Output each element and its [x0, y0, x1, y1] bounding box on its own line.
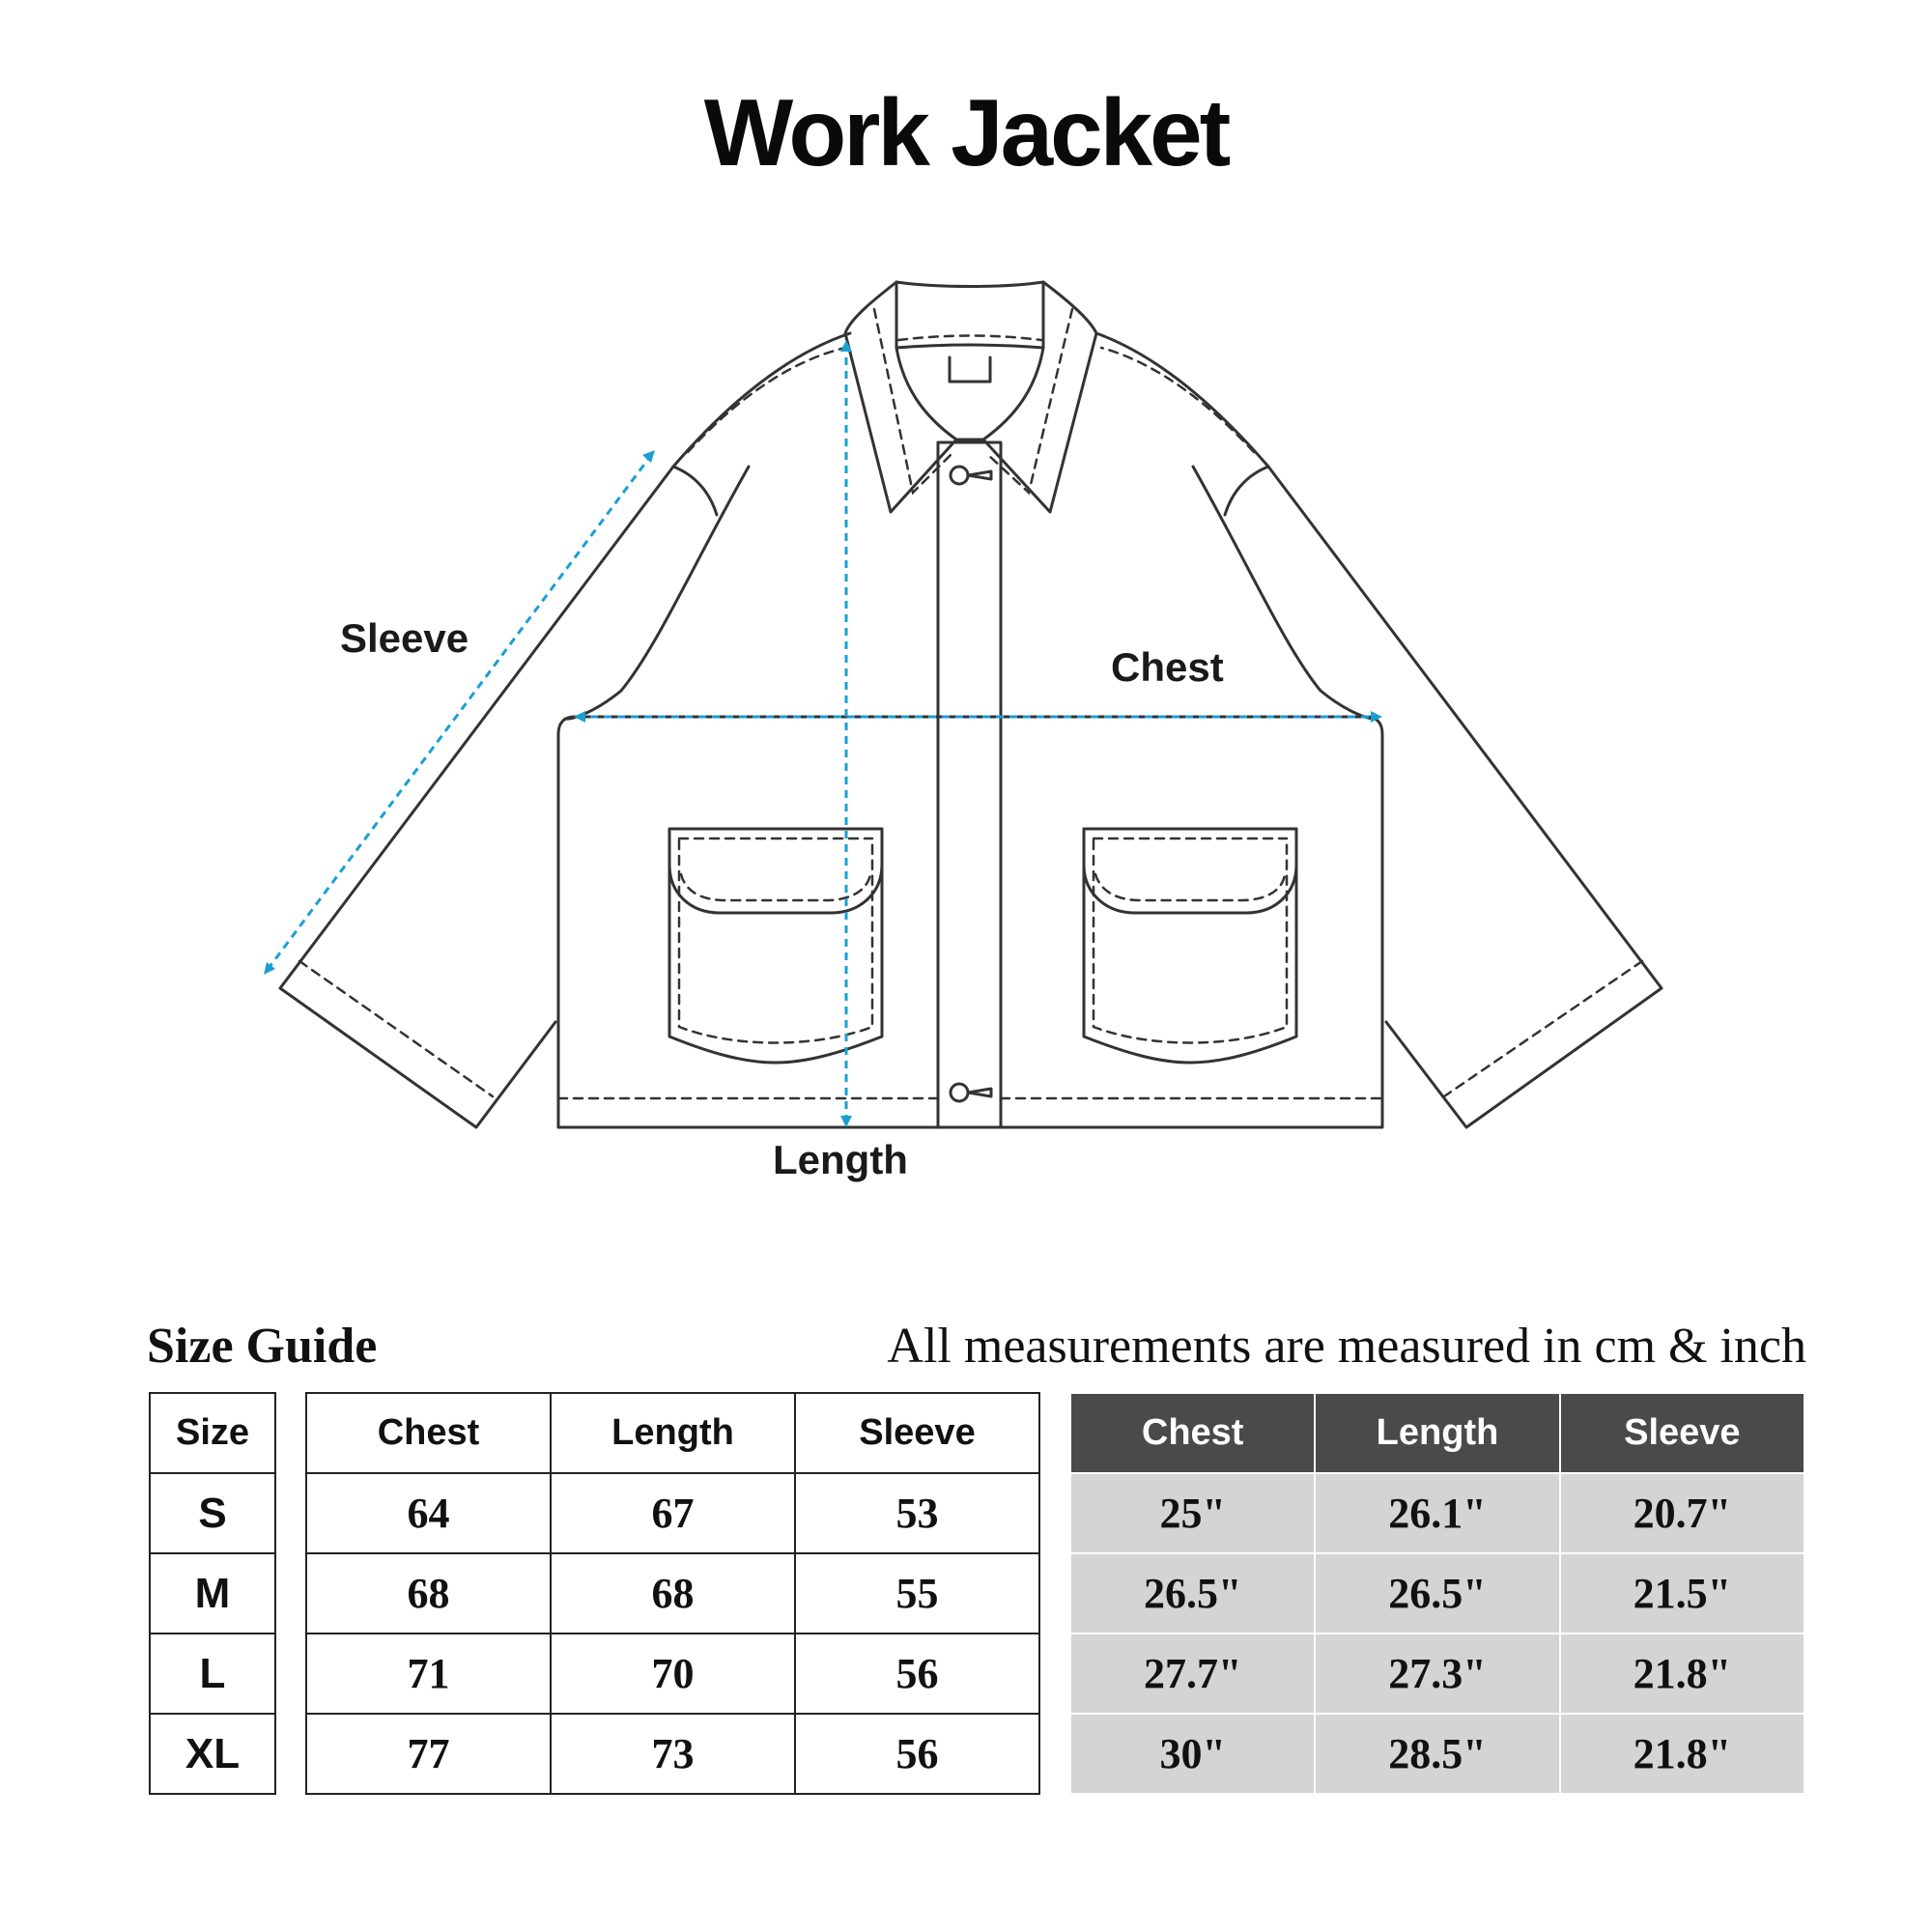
cm-cell: 53	[795, 1473, 1039, 1553]
inch-cell: 25"	[1070, 1473, 1315, 1553]
placket	[938, 442, 1001, 1127]
cm-cell: 73	[551, 1714, 795, 1794]
table-row	[1070, 1553, 1804, 1634]
inch-cell: 26.5"	[1315, 1553, 1559, 1634]
inch-cell: 27.7"	[1070, 1634, 1315, 1714]
right-pocket-flap	[1084, 829, 1296, 913]
inch-cell: 26.5"	[1070, 1553, 1315, 1634]
length-arrow-top	[840, 340, 852, 352]
collar-back-stitch	[898, 336, 1041, 341]
right-pocket	[1084, 829, 1296, 1063]
left-pocket-flap-stitch	[679, 838, 872, 900]
length-arrow-bottom	[840, 1116, 852, 1127]
chest-label: Chest	[1111, 644, 1224, 690]
table-row	[306, 1473, 1039, 1553]
page-title: Work Jacket	[703, 79, 1229, 185]
inch-header-chest: Chest	[1070, 1393, 1315, 1473]
cm-cell: 67	[551, 1473, 795, 1553]
cm-measurements-table	[305, 1392, 1040, 1795]
sleeve-measure-line	[267, 454, 652, 971]
cm-cell: 56	[795, 1634, 1039, 1714]
cm-cell: 64	[306, 1473, 551, 1553]
collar-stitch-left	[874, 309, 952, 493]
length-label: Length	[773, 1137, 908, 1182]
size-cell: M	[150, 1553, 275, 1634]
left-pocket-flap	[669, 829, 882, 913]
table-row	[1070, 1714, 1804, 1794]
cm-cell: 68	[306, 1553, 551, 1634]
cm-cell: 55	[795, 1553, 1039, 1634]
measurement-note: All measurements are measured in cm & inch	[887, 1319, 1806, 1374]
hanger-loop	[950, 357, 990, 382]
left-cuff-stitch	[299, 961, 493, 1096]
cm-header-length: Length	[551, 1393, 795, 1473]
right-cuff-stitch	[1444, 961, 1642, 1096]
bottom-button	[951, 1084, 968, 1101]
inch-measurements-table	[1069, 1392, 1805, 1795]
size-column-table	[149, 1392, 276, 1795]
sleeve-label: Sleeve	[340, 615, 469, 661]
table-row	[306, 1553, 1039, 1634]
inch-cell: 26.1"	[1315, 1473, 1559, 1553]
jacket-body	[558, 717, 1382, 1127]
right-shoulder	[1096, 333, 1268, 467]
size-cell: S	[150, 1473, 275, 1553]
size-cell: XL	[150, 1714, 275, 1794]
collar-outer	[845, 282, 1096, 512]
left-shoulder-stitch	[688, 348, 845, 452]
inch-cell: 28.5"	[1315, 1714, 1559, 1794]
bottom-button-tab	[968, 1089, 991, 1096]
left-sleeve-inner	[565, 467, 749, 719]
right-pocket-stitch	[1094, 840, 1287, 1043]
cm-cell: 68	[551, 1553, 795, 1634]
inch-header-sleeve: Sleeve	[1560, 1393, 1804, 1473]
inch-cell: 30"	[1070, 1714, 1315, 1794]
collar-back	[896, 282, 1043, 287]
right-shoulder-stitch	[1101, 348, 1254, 452]
left-sleeve	[280, 467, 673, 1127]
table-row	[306, 1714, 1039, 1794]
size-header: Size	[150, 1393, 275, 1473]
inch-cell: 21.8"	[1560, 1714, 1804, 1794]
cm-header-sleeve: Sleeve	[795, 1393, 1039, 1473]
inch-cell: 21.8"	[1560, 1634, 1804, 1714]
right-sleeve	[1268, 467, 1662, 1127]
table-row	[1070, 1473, 1804, 1553]
cm-cell: 77	[306, 1714, 551, 1794]
inch-header-length: Length	[1315, 1393, 1559, 1473]
size-guide-title: Size Guide	[147, 1319, 378, 1374]
cm-header-chest: Chest	[306, 1393, 551, 1473]
left-pocket	[669, 829, 882, 1063]
left-shoulder	[673, 333, 850, 467]
right-pocket-flap-stitch	[1094, 838, 1287, 900]
right-sleeve-seam	[1225, 467, 1268, 515]
left-pocket-stitch	[679, 840, 872, 1043]
left-sleeve-seam	[673, 467, 717, 515]
collar-inner-right	[983, 348, 1043, 440]
table-row	[306, 1634, 1039, 1714]
chest-arrow-left	[574, 711, 585, 723]
top-button-tab	[968, 471, 991, 479]
cm-cell: 70	[551, 1634, 795, 1714]
inch-cell: 27.3"	[1315, 1634, 1559, 1714]
size-cell: L	[150, 1634, 275, 1714]
cm-cell: 56	[795, 1714, 1039, 1794]
top-button	[951, 467, 968, 484]
sleeve-arrow-bottom	[264, 962, 275, 975]
table-row	[1070, 1634, 1804, 1714]
inch-cell: 21.5"	[1560, 1553, 1804, 1634]
inch-cell: 20.7"	[1560, 1473, 1804, 1553]
cm-cell: 71	[306, 1634, 551, 1714]
collar-inner-left	[896, 348, 956, 440]
